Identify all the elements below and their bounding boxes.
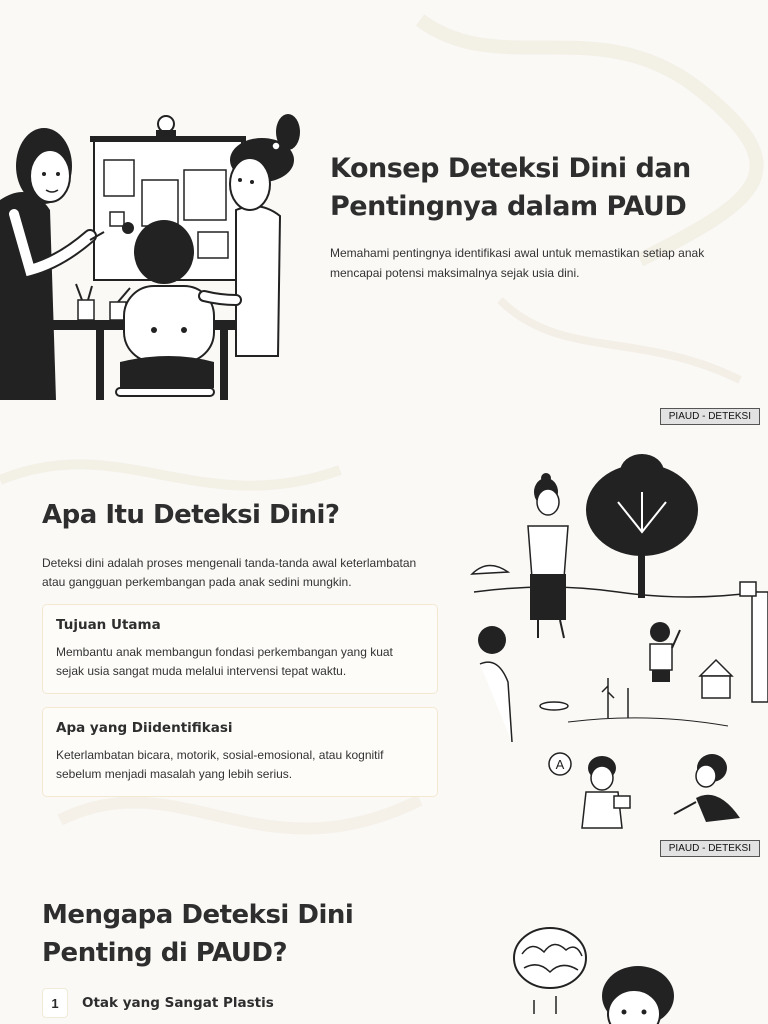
card-title: Apa yang Diidentifikasi bbox=[56, 720, 233, 736]
outdoor-children-playing-illustration bbox=[468, 442, 768, 842]
slide-mengapa-deteksi-dini-penting bbox=[0, 864, 768, 1024]
slide-apa-itu-deteksi-dini bbox=[0, 432, 768, 864]
slide-title: Mengapa Deteksi Dini Penting di PAUD? bbox=[42, 900, 354, 968]
list-item-label: Otak yang Sangat Plastis bbox=[82, 995, 274, 1011]
slide-konsep-deteksi-dini bbox=[0, 0, 768, 432]
footer-badge: PIAUD - DETEKSI bbox=[660, 840, 760, 857]
card-body: Keterlambatan bicara, motorik, sosial-emosional, atau kognitif sebelum menjadi masalah yang lebih serius. bbox=[56, 748, 384, 781]
brain-and-child-illustration bbox=[508, 864, 768, 1024]
info-card-tujuan-utama bbox=[42, 604, 438, 694]
letter-bubble-text: A bbox=[555, 757, 565, 772]
footer-badge: PIAUD - DETEKSI bbox=[660, 408, 760, 425]
slide-subtitle: Memahami pentingnya identifikasi awal untuk memastikan setiap anak mencapai potensi maksimalnya sejak usia dini. bbox=[330, 246, 705, 280]
classroom-teachers-child-illustration bbox=[0, 0, 300, 400]
list-item bbox=[42, 988, 274, 1018]
slide-description: Deteksi dini adalah proses mengenali tanda-tanda awal keterlambatan atau gangguan perkembangan pada anak sedini mungkin. bbox=[42, 556, 417, 589]
info-card-apa-yang-diidentifikasi bbox=[42, 707, 438, 797]
card-body: Membantu anak membangun fondasi perkembangan yang kuat sejak usia sangat muda melalui intervensi tepat waktu. bbox=[56, 645, 393, 678]
slide-title: Apa Itu Deteksi Dini? bbox=[42, 500, 340, 530]
list-item-number: 1 bbox=[42, 988, 68, 1018]
slide-title: Konsep Deteksi Dini dan Pentingnya dalam PAUD bbox=[330, 153, 691, 222]
card-title: Tujuan Utama bbox=[56, 617, 161, 633]
